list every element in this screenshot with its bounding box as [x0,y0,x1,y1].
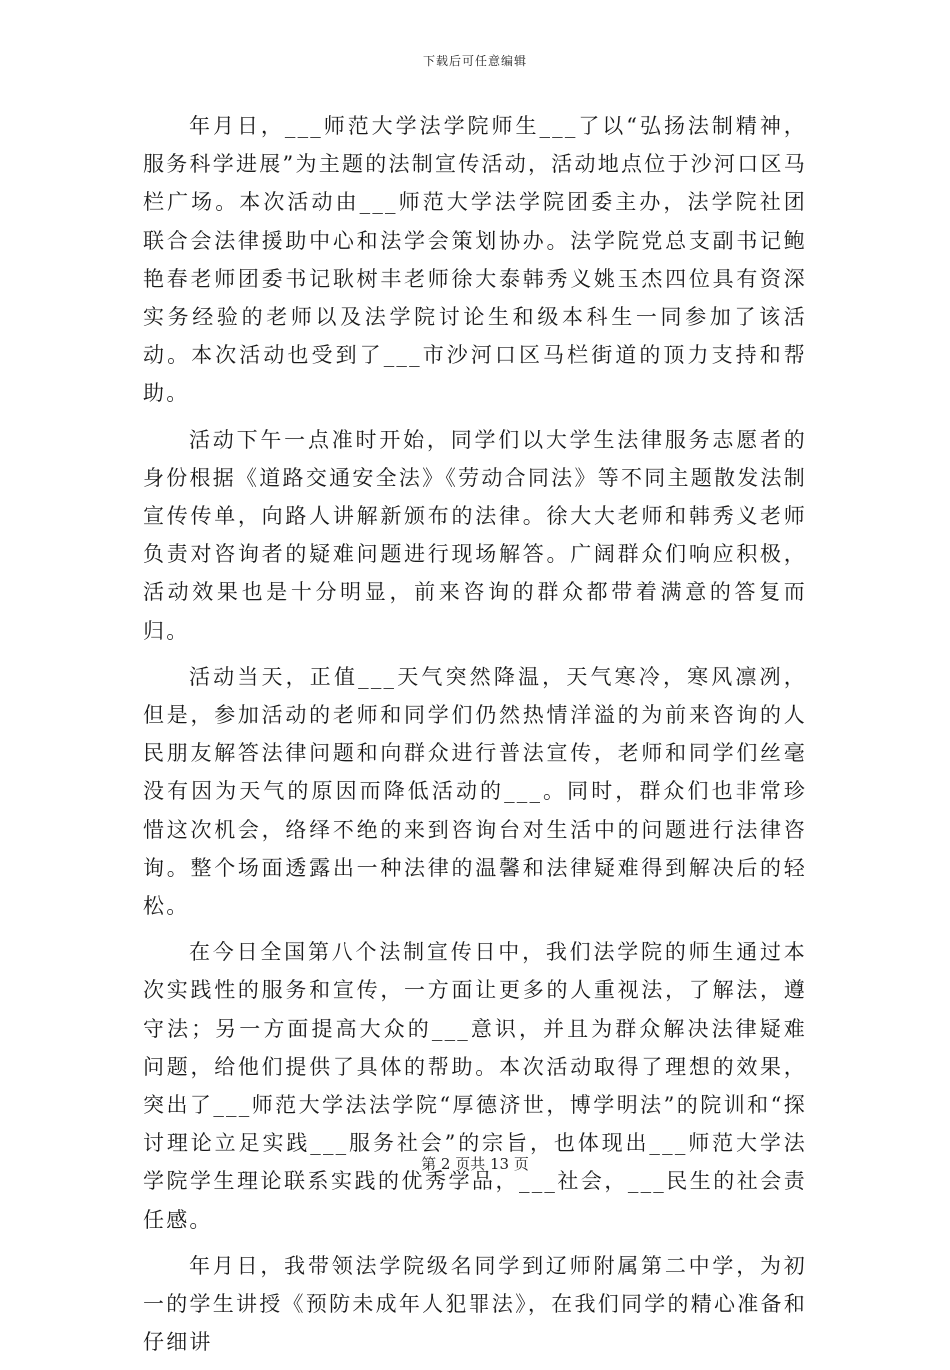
paragraph-4: 在今日全国第八个法制宣传日中，我们法学院的师生通过本次实践性的服务和宣传，一方面让更多的人重视法，了解法，遵守法；另一方面提高大众的___意识，并且为群众解决法律疑难问题，给他们提供了具体的帮助。本次活动取得了理想的效果，突出了___师范大学法法学院“厚德济世，博学明法”的院训和“探讨理论立足实践___服务社会”的宗旨，也体现出___师范大学法学院学生理论联系实践的优秀学品，___社会，___民生的社会责任感。 [143,940,807,1232]
page-header-note: 下载后可任意编辑 [422,54,527,68]
paragraph-3: 活动当天，正值___天气突然降温，天气寒冷，寒风凛冽，但是，参加活动的老师和同学们仍然热情洋溢的为前来咨询的人民朋友解答法律问题和向群众进行普法宣传，老师和同学们丝毫没有因为天气的原因而降低活动的___。同时，群众们也非常珍惜这次机会，络绎不绝的来到咨询台对生活中的问题进行法律咨询。整个场面透露出一种法律的温馨和法律疑难得到解决后的轻松。 [143,664,807,919]
paragraph-5: 年月日，我带领法学院级名同学到辽师附属第二中学，为初一的学生讲授《预防未成年人犯罪法》，在我们同学的精心准备和仔细讲 [143,1253,807,1355]
paragraph-1: 年月日，___师范大学法学院师生___了以“弘扬法制精神，服务科学进展”为主题的法制宣传活动，活动地点位于沙河口区马栏广场。本次活动由___师范大学法学院团委主办，法学院社团联合会法律援助中心和法学会策划协办。法学院党总支副书记鲍艳春老师团委书记耿树丰老师徐大泰韩秀义姚玉杰四位具有资深实务经验的老师以及法学院讨论生和级本科生一同参加了该活动。本次活动也受到了___市沙河口区马栏街道的顶力支持和帮助。 [143,114,807,406]
paragraph-2: 活动下午一点准时开始，同学们以大学生法律服务志愿者的身份根据《道路交通安全法》《劳动合同法》等不同主题散发法制宣传传单，向路人讲解新颁布的法律。徐大大老师和韩秀义老师负责对咨询者的疑难问题进行现场解答。广阔群众们响应积极，活动效果也是十分明显，前来咨询的群众都带着满意的答复而归。 [143,427,807,643]
page-number: 第 2 页共 13 页 [421,1155,529,1173]
document-body [143,107,807,1370]
